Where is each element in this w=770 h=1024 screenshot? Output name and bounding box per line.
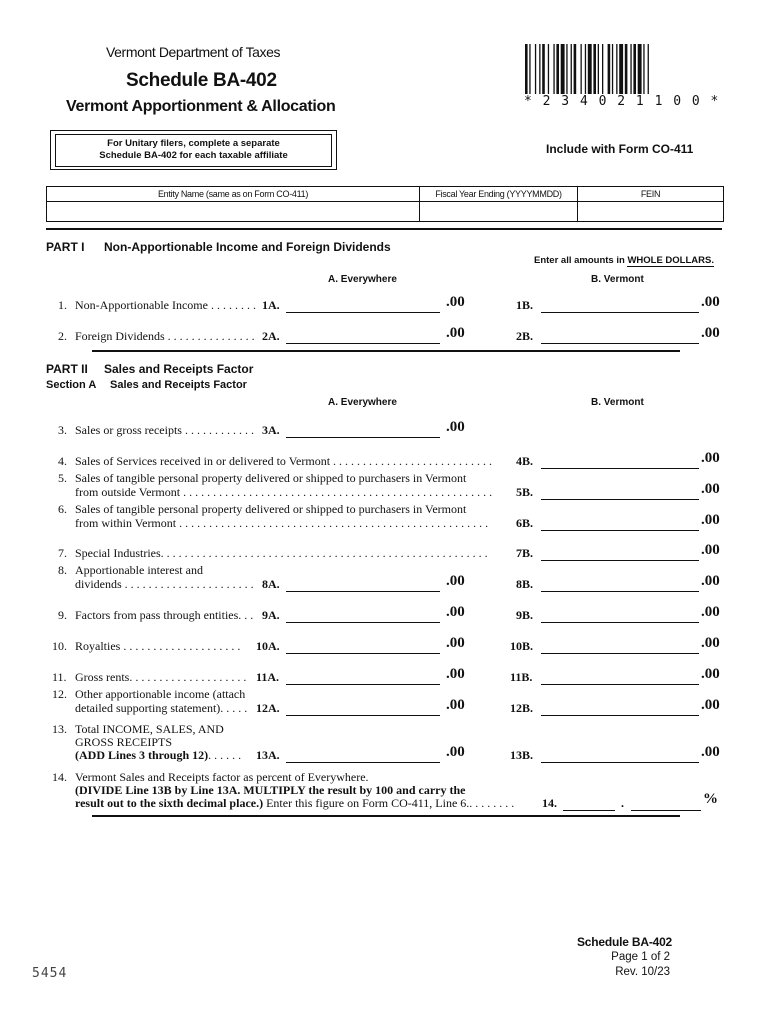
part1-col-a-header: A. Everywhere [328,274,397,285]
line12-number: 12. [52,687,67,701]
line14-percent: % [703,791,718,807]
divider [92,350,680,352]
line13b-cents: .00 [701,744,720,760]
line12-label-line2: detailed supporting statement). . . . . [75,701,248,715]
line10-number: 10. [52,639,67,653]
line7-label: Special Industries. . . . . . . . . . . . . . . . . . . . . . . . . . . . . . . . . . . . . . . . . . . . . . . . . . . . . . . [75,546,488,560]
line13-number: 13. [52,722,67,736]
line11b-cents: .00 [701,666,720,682]
line3a-cents: .00 [446,419,465,435]
line13a-input[interactable] [286,746,440,763]
section-a-title: Sales and Receipts Factor [110,379,247,391]
line5-number: 5. [58,471,67,485]
line14-code: 14. [542,796,557,810]
line8a-cents: .00 [446,573,465,589]
line2a-code: 2A. [262,329,280,343]
line8b-input[interactable] [541,575,699,592]
line2a-cents: .00 [446,325,465,341]
part2-col-a-header: A. Everywhere [328,397,397,408]
fiscal-year-input[interactable] [422,203,575,219]
line6b-cents: .00 [701,512,720,528]
barcode-text: * 2 3 4 0 2 1 1 0 0 * [524,94,720,109]
line9a-cents: .00 [446,604,465,620]
line10b-code: 10B. [510,639,534,653]
line8a-input[interactable] [286,575,440,592]
line1a-input[interactable] [286,296,440,313]
fiscal-year-label: Fiscal Year Ending (YYYYMMDD) [435,189,562,199]
line6b-code: 6B. [516,516,534,530]
line3a-code: 3A. [262,423,280,437]
line13a-code: 13A. [256,748,280,762]
line2-number: 2. [58,329,67,343]
line8-label-line2: dividends . . . . . . . . . . . . . . . . . . . . . . [75,577,254,591]
line4b-code: 4B. [516,454,534,468]
line2b-cents: .00 [701,325,720,341]
line5b-cents: .00 [701,481,720,497]
line3-number: 3. [58,423,67,437]
line10-label: Royalties . . . . . . . . . . . . . . . . . . . . [75,639,241,653]
line6b-input[interactable] [541,514,699,531]
line4b-input[interactable] [541,452,699,469]
line13b-input[interactable] [541,746,699,763]
part2-label: PART II [46,362,88,376]
part1-title: Non-Apportionable Income and Foreign Dividends [104,240,391,254]
line12b-input[interactable] [541,699,699,716]
line2-label: Foreign Dividends . . . . . . . . . . . . . . . [75,329,255,343]
line6-label-line1: Sales of tangible personal property delivered or shipped to purchasers in Vermont [75,502,467,516]
line6-label-line2: from within Vermont . . . . . . . . . . . . . . . . . . . . . . . . . . . . . . . . . . . . . . . . . . . . . . . . . . . . [75,516,489,530]
line10a-cents: .00 [446,635,465,651]
line2b-input[interactable] [541,327,699,344]
entity-name-input[interactable] [49,203,417,219]
fein-label: FEIN [640,189,661,199]
entity-name-label: Entity Name (same as on Form CO-411) [157,189,309,199]
line13-label-line2: GROSS RECEIPTS [75,735,173,749]
unitary-note-line1: For Unitary filers, complete a separate [107,138,280,149]
line12a-input[interactable] [286,699,440,716]
line4-number: 4. [58,454,67,468]
line13a-cents: .00 [446,744,465,760]
line1b-code: 1B. [516,298,534,312]
department-name: Vermont Department of Taxes [106,44,281,60]
line9-number: 9. [58,608,67,622]
line11-number: 11. [52,670,67,684]
line9a-input[interactable] [286,606,440,623]
line7b-input[interactable] [541,544,699,561]
barcode-image [523,44,715,94]
line10a-input[interactable] [286,637,440,654]
line14-whole-input[interactable] [563,794,615,811]
line14-label-line3: result out to the sixth decimal place.) Enter this figure on Form CO-411, Line 6.. . . . . . . . [75,796,515,810]
line1b-input[interactable] [541,296,699,313]
line8b-code: 8B. [516,577,534,591]
line12b-code: 12B. [510,701,534,715]
line8b-cents: .00 [701,573,720,589]
line12b-cents: .00 [701,697,720,713]
entity-info-table [46,186,724,222]
line7b-cents: .00 [701,542,720,558]
line11a-input[interactable] [286,668,440,685]
footer-schedule: Schedule BA-402 [577,935,673,949]
line11a-code: 11A. [256,670,280,684]
line9b-code: 9B. [516,608,534,622]
line5-label-line1: Sales of tangible personal property delivered or shipped to purchasers in Vermont [75,471,467,485]
form-subtitle: Vermont Apportionment & Allocation [66,98,336,115]
line11b-input[interactable] [541,668,699,685]
line3-label: Sales or gross receipts . . . . . . . . . . . . [75,423,254,437]
line5b-code: 5B. [516,485,534,499]
line14-number: 14. [52,770,67,784]
form-title: Schedule BA-402 [126,70,277,91]
line12a-code: 12A. [256,701,280,715]
line1a-cents: .00 [446,294,465,310]
line12a-cents: .00 [446,697,465,713]
part1-label: PART I [46,240,85,254]
line9-label: Factors from pass through entities. . . [75,608,254,622]
include-with-note: Include with Form CO-411 [546,142,694,156]
line1b-cents: .00 [701,294,720,310]
part1-col-b-header: B. Vermont [591,274,644,285]
line1a-code: 1A. [262,298,280,312]
footer-page: Page 1 of 2 [611,951,670,963]
line8-label-line1: Apportionable interest and [75,563,203,577]
line14-decimal-input[interactable] [631,794,701,811]
line8a-code: 8A. [262,577,280,591]
line9b-input[interactable] [541,606,699,623]
form-number: 5454 [32,966,68,981]
line14-decimal: . [621,796,624,810]
unitary-note-box [50,130,337,170]
line10b-cents: .00 [701,635,720,651]
divider [92,815,680,817]
line3a-input[interactable] [286,421,440,438]
line14-label-line2: (DIVIDE Line 13B by Line 13A. MULTIPLY the result by 100 and carry the [75,783,466,797]
fein-input[interactable] [580,203,721,219]
part2-col-b-header: B. Vermont [591,397,644,408]
line13-label-line3: (ADD Lines 3 through 12). . . . . . [75,748,242,762]
line7b-code: 7B. [516,546,534,560]
line4b-cents: .00 [701,450,720,466]
line4-label: Sales of Services received in or delivered to Vermont . . . . . . . . . . . . . . . . . . . . . . . . . . . [75,454,493,468]
line11a-cents: .00 [446,666,465,682]
line2a-input[interactable] [286,327,440,344]
line1-label: Non-Apportionable Income . . . . . . . . [75,298,256,312]
line6-number: 6. [58,502,67,516]
line5-label-line2: from outside Vermont . . . . . . . . . . . . . . . . . . . . . . . . . . . . . . . . . . . . . . . . . . . . . . . . . . . . [75,485,493,499]
line10a-code: 10A. [256,639,280,653]
line9a-code: 9A. [262,608,280,622]
line11b-code: 11B. [510,670,533,684]
unitary-note-line2: Schedule BA-402 for each taxable affiliate [99,150,288,161]
line9b-cents: .00 [701,604,720,620]
section-a-label: Section A [46,379,97,391]
line13b-code: 13B. [510,748,534,762]
line11-label: Gross rents. . . . . . . . . . . . . . . . . . . . [75,670,247,684]
line10b-input[interactable] [541,637,699,654]
footer-revision: Rev. 10/23 [615,966,670,978]
line13-label-line1: Total INCOME, SALES, AND [75,722,224,736]
part2-title: Sales and Receipts Factor [104,362,254,376]
line12-label-line1: Other apportionable income (attach [75,687,246,701]
line5b-input[interactable] [541,483,699,500]
line2b-code: 2B. [516,329,534,343]
line14-label-line1: Vermont Sales and Receipts factor as percent of Everywhere. [75,770,369,784]
divider [46,228,722,230]
line8-number: 8. [58,563,67,577]
line1-number: 1. [58,298,67,312]
line7-number: 7. [58,546,67,560]
whole-dollars-note: Enter all amounts in WHOLE DOLLARS. [534,255,714,266]
